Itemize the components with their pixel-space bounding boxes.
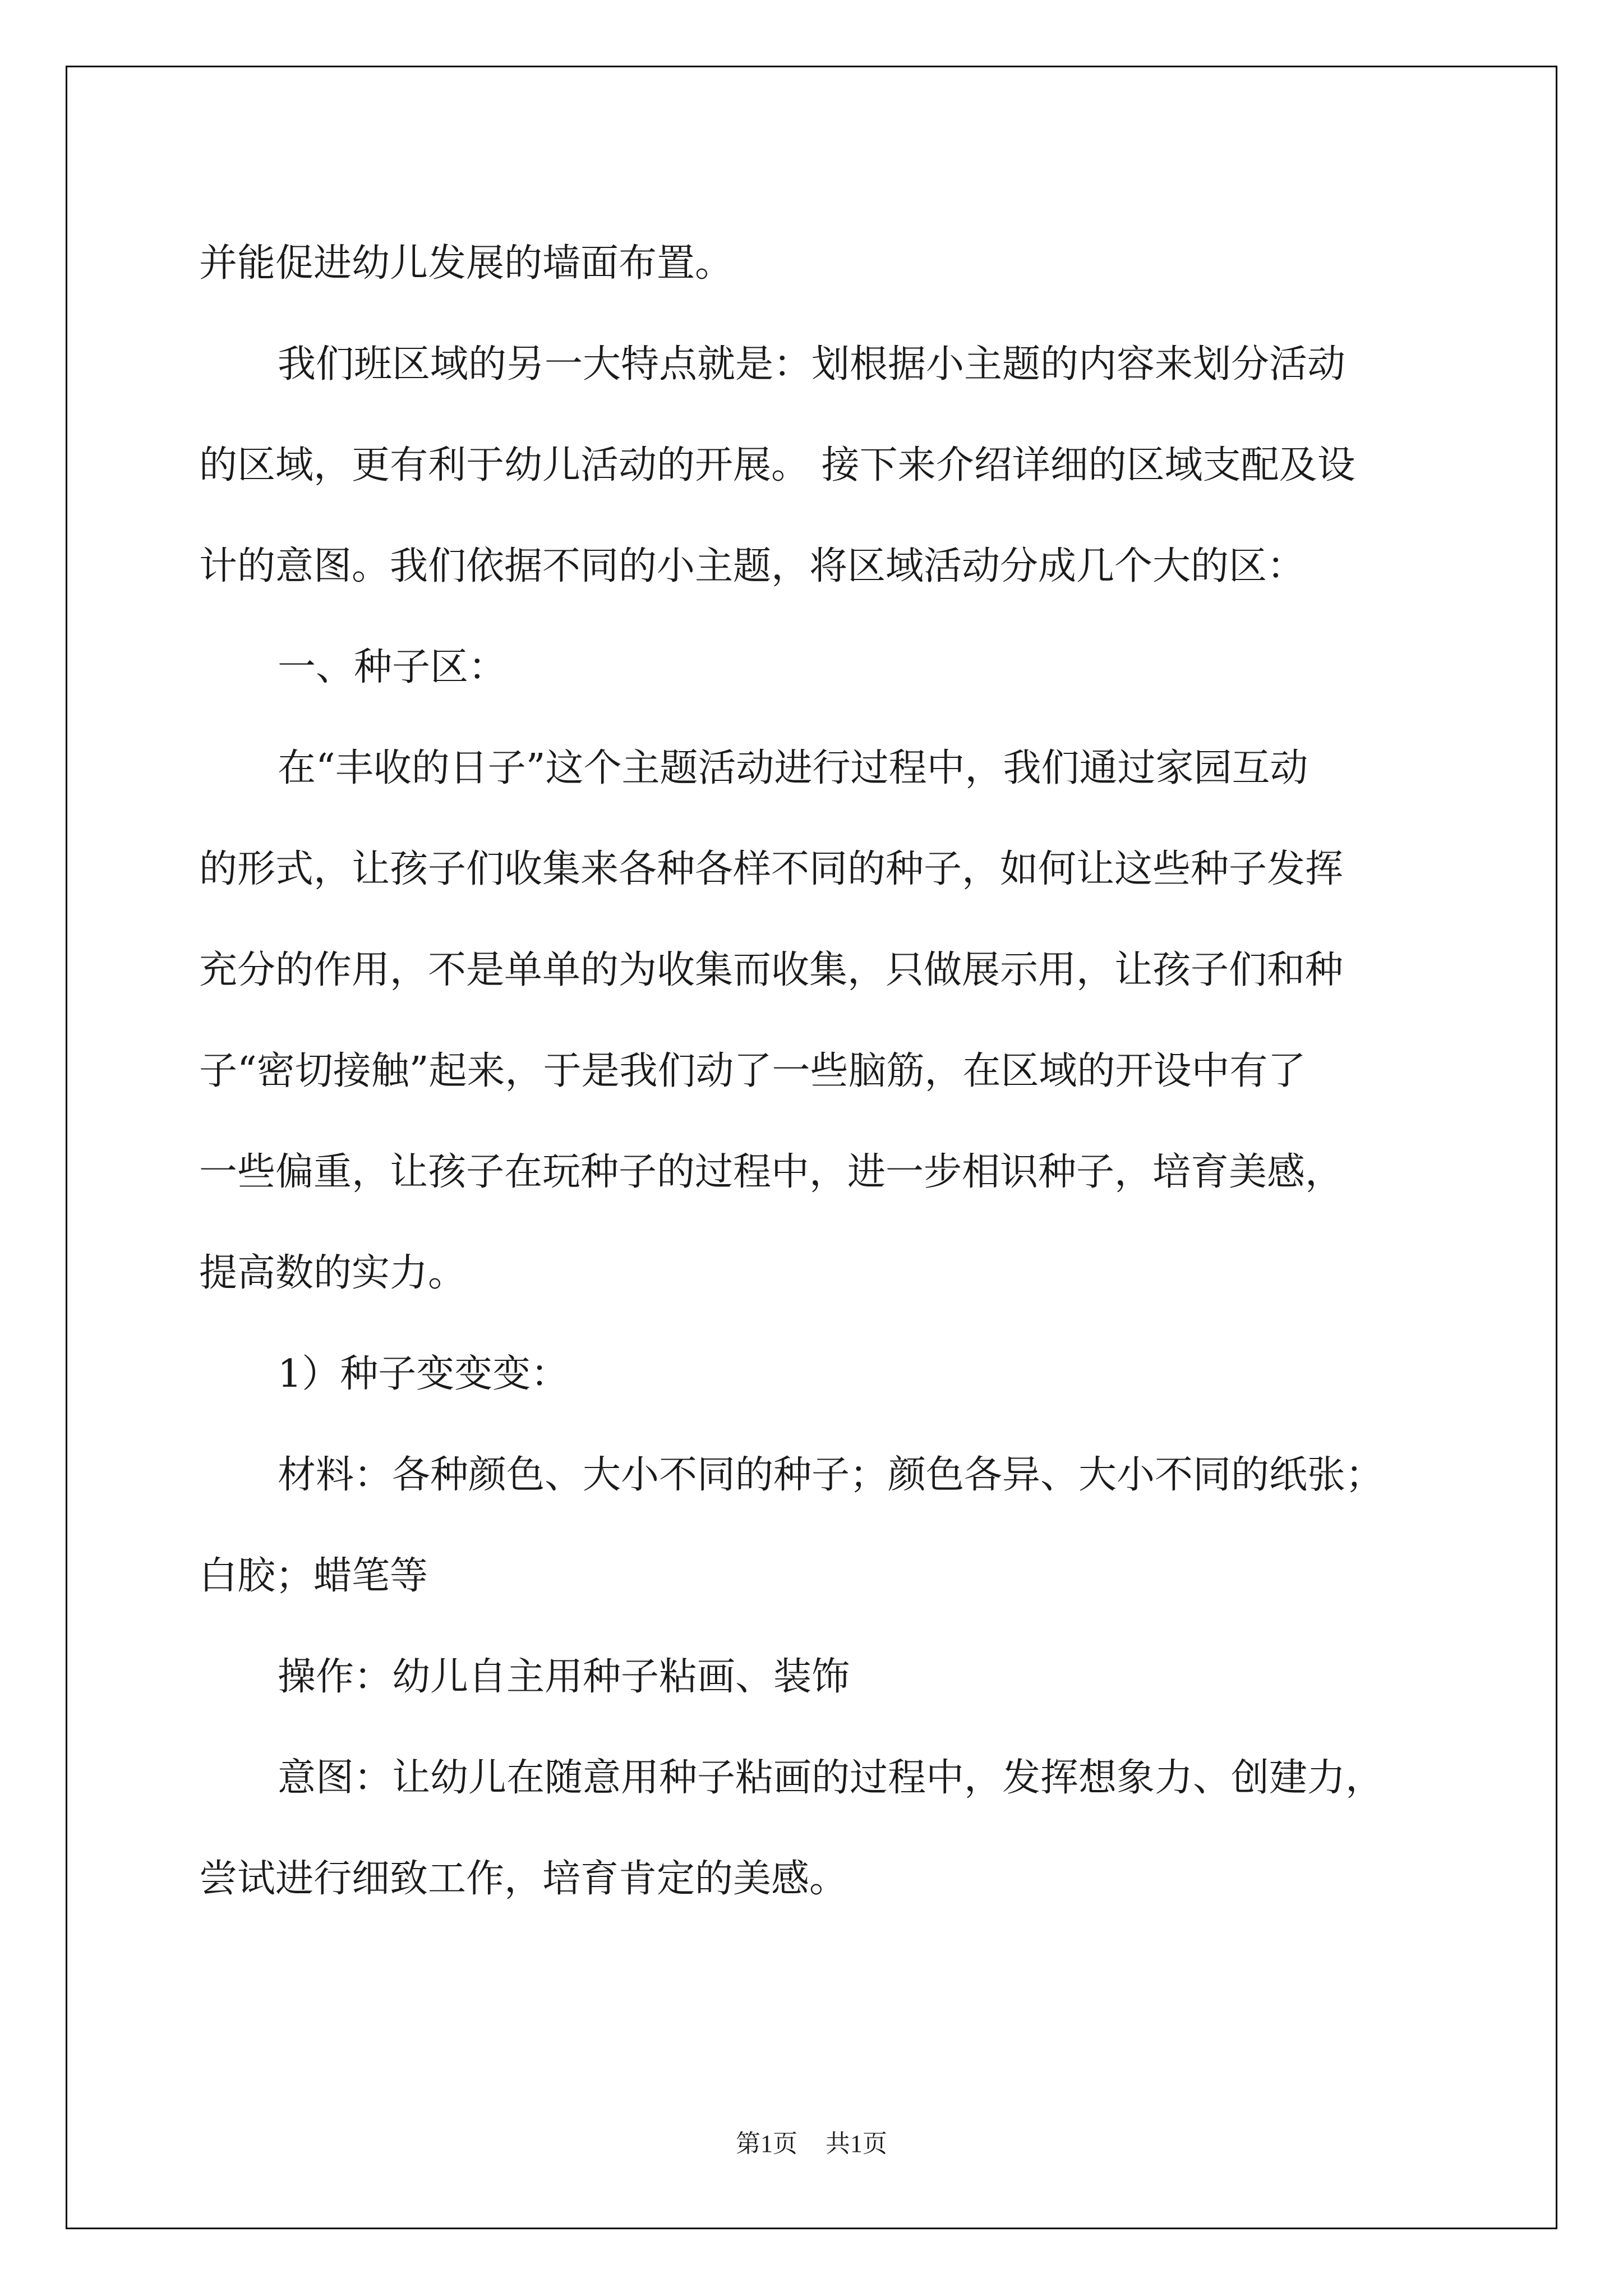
subsection-heading: 1）种子变变变： — [278, 1352, 569, 1396]
text-line: 提高数的实力。 — [199, 1251, 467, 1295]
paragraph-first-line: 我们班区域的另一大特点就是：划根据小主题的内容来划分活动 — [278, 342, 1346, 386]
text-line: 白胶；蜡笔等 — [199, 1554, 428, 1598]
page-number-current: 第1页 — [736, 2130, 797, 2157]
text-line: 计的意图。我们依据不同的小主题，将区域活动分成几个大的区： — [199, 544, 1306, 588]
text-line: 并能促进幼儿发展的墙面布置。 — [199, 241, 734, 286]
text-line: 一些偏重，让孩子在玩种子的过程中，进一步相识种子，培育美感， — [199, 1150, 1344, 1194]
page-number-total: 共1页 — [826, 2130, 887, 2157]
text-line: 充分的作用，不是单单的为收集而收集，只做展示用，让孩子们和种 — [199, 948, 1344, 992]
paragraph-first-line: 意图：让幼儿在随意用种子粘画的过程中，发挥想象力、创建力， — [278, 1756, 1384, 1800]
section-heading: 一、种子区： — [278, 645, 507, 689]
text-line: 尝试进行细致工作，培育肯定的美感。 — [199, 1857, 848, 1901]
paragraph-first-line: 材料：各种颜色、大小不同的种子；颜色各异、大小不同的纸张； — [278, 1453, 1384, 1497]
document-body — [199, 213, 1506, 1930]
page-footer — [0, 2123, 1623, 2159]
text-line: 子“密切接触”起来，于是我们动了一些脑筋，在区域的开设中有了 — [199, 1049, 1306, 1093]
paragraph-first-line: 在“丰收的日子”这个主题活动进行过程中，我们通过家园互动 — [278, 746, 1308, 790]
text-line: 的形式，让孩子们收集来各种各样不同的种子，如何让这些种子发挥 — [199, 847, 1344, 891]
text-line: 的区域，更有利于幼儿活动的开展。 接下来介绍详细的区域支配及设 — [199, 443, 1355, 487]
paragraph-first-line: 操作：幼儿自主用种子粘画、装饰 — [278, 1655, 850, 1699]
